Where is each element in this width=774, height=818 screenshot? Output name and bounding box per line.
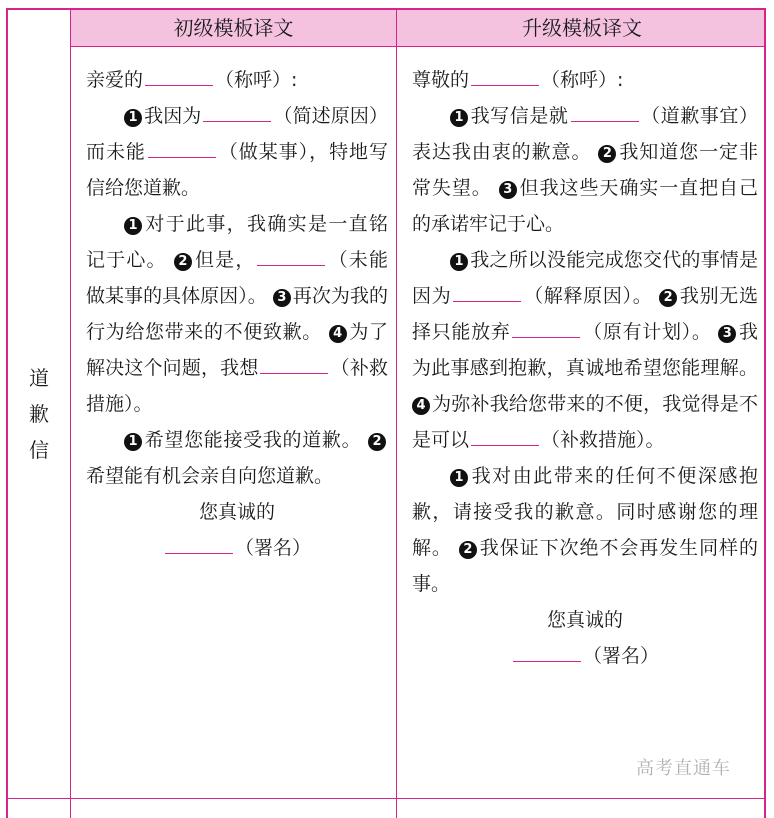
fill-blank xyxy=(203,101,271,122)
fill-blank xyxy=(165,533,233,554)
fill-blank xyxy=(260,353,328,374)
paragraph-3: 1我对由此带来的任何不便深感抱歉，请接受我的歉意。同时感谢您的理解。 2 我保证下次绝不会再发生同样的事。 xyxy=(412,458,758,602)
number-3-icon xyxy=(499,181,517,199)
paragraph-2: 1我之所以没能完成您交代的事情是因为 （解释原因）。 2 我别无选择只能放弃 （原有计划）。 3 我为此事感到抱歉，真诚地希望您能理解。 4为弥补我给您带来的不便，我觉得是不是可以 （补救措施）。 xyxy=(412,242,758,458)
greeting: 尊敬的 （称呼）: xyxy=(412,62,758,98)
advanced-template-text xyxy=(412,62,758,674)
number-1-icon xyxy=(450,109,468,127)
paragraph-3: 1希望您能接受我的道歉。 2希望能有机会亲自向您道歉。 xyxy=(86,422,388,494)
number-1-icon xyxy=(124,433,142,451)
number-2-icon xyxy=(368,433,386,451)
number-2-icon xyxy=(459,541,477,559)
number-4-icon xyxy=(412,397,430,415)
fill-blank xyxy=(571,101,639,122)
greeting: 亲爱的 （称呼）: xyxy=(86,62,388,98)
number-2-icon xyxy=(174,253,192,271)
closing: 您真诚的 xyxy=(546,609,623,631)
closing: 您真诚的 xyxy=(198,501,275,523)
template-table xyxy=(6,8,766,818)
row-divider xyxy=(8,798,764,799)
column-divider xyxy=(70,10,71,818)
paragraph-1: 1我因为 （简述原因）而未能 （做某事），特地写信给您道歉。 xyxy=(86,98,388,206)
watermark: 高考直通车 xyxy=(636,758,731,779)
table-header xyxy=(71,10,764,47)
fill-blank xyxy=(471,65,539,86)
paragraph-1: 1我写信是就 （道歉事宜）表达我由衷的歉意。 2 我知道您一定非常失望。 3 但我这些天确实一直把自己的承诺牢记于心。 xyxy=(412,98,758,242)
number-3-icon xyxy=(718,325,736,343)
column-divider xyxy=(396,10,397,818)
number-1-icon xyxy=(124,217,142,235)
number-2-icon xyxy=(598,145,616,163)
row-label-apology-letter: 道 歉 信 xyxy=(29,366,49,462)
number-3-icon xyxy=(273,289,291,307)
fill-blank xyxy=(148,137,216,158)
number-1-icon xyxy=(450,469,468,487)
signature-line: （署名） xyxy=(412,638,758,674)
number-1-icon xyxy=(450,253,468,271)
fill-blank xyxy=(512,317,580,338)
fill-blank xyxy=(513,641,581,662)
fill-blank xyxy=(471,425,539,446)
number-4-icon xyxy=(329,325,347,343)
number-1-icon xyxy=(124,109,142,127)
header-advanced-template: 升级模板译文 xyxy=(522,16,642,40)
number-2-icon xyxy=(659,289,677,307)
basic-template-text xyxy=(86,62,388,566)
fill-blank xyxy=(145,65,213,86)
signature-line: （署名） xyxy=(86,530,388,566)
fill-blank xyxy=(453,281,521,302)
fill-blank xyxy=(257,245,325,266)
header-basic-template: 初级模板译文 xyxy=(173,16,294,40)
paragraph-2: 1对于此事，我确实是一直铭记于心。 2 但是， （未能做某事的具体原因）。 3 再次为我的行为给您带来的不便致歉。 4 为了解决这个问题，我想 （补救措施）。 xyxy=(86,206,388,422)
